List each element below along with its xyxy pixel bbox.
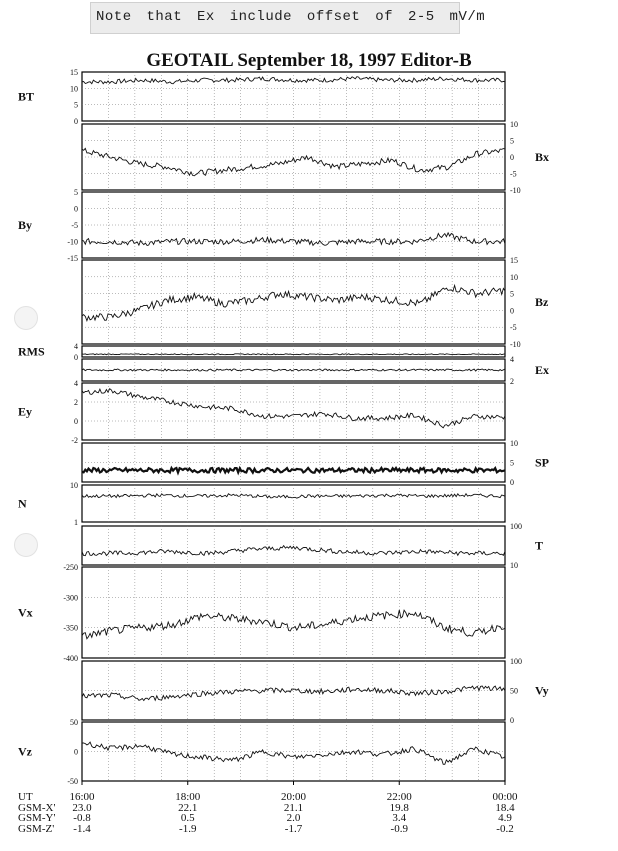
- tick-label: -2: [71, 436, 78, 445]
- tick-label: 10: [70, 481, 78, 490]
- footer-value: 23.0: [72, 801, 92, 814]
- tick-label: 0: [74, 747, 78, 757]
- tick-label: -10: [67, 237, 78, 247]
- tick-label: 0: [510, 716, 514, 725]
- tick-label: 5: [74, 100, 78, 110]
- tick-label: -5: [510, 323, 517, 333]
- footer-value: 18.4: [495, 801, 515, 814]
- tick-label: 15: [70, 68, 78, 77]
- panel-vy: [82, 657, 549, 725]
- panel-label-sp: SP: [535, 455, 550, 470]
- tick-label: 0: [74, 417, 78, 426]
- footer-value: -0.9: [390, 822, 408, 835]
- panel-label-n: N: [18, 496, 27, 511]
- tick-label: 4: [510, 355, 514, 364]
- tick-label: 2: [74, 398, 78, 407]
- tick-label: 10: [510, 272, 518, 282]
- footer-value: 20:00: [280, 791, 307, 803]
- tick-label: -400: [63, 654, 78, 663]
- tick-label: -5: [510, 169, 517, 179]
- panel-label-vz: Vz: [18, 744, 32, 759]
- panel-ex: [82, 355, 549, 386]
- chart-title: GEOTAIL September 18, 1997 Editor-B: [146, 50, 472, 71]
- footer-value: -0.2: [496, 822, 514, 835]
- panel-ey: [18, 379, 505, 445]
- offset-note: Note that Ex include offset of 2-5 mV/m: [96, 9, 486, 25]
- tick-label: -10: [510, 340, 521, 349]
- footer-value: 19.8: [389, 801, 409, 814]
- footer-value: -1.9: [179, 822, 197, 835]
- tick-label: 50: [70, 718, 78, 727]
- tick-label: -300: [63, 593, 78, 603]
- tick-label: -50: [67, 777, 78, 786]
- footer-value: 2.0: [286, 812, 301, 824]
- tick-label: 0: [74, 117, 78, 126]
- footer-value: -1.4: [73, 822, 91, 835]
- tick-label: -350: [63, 623, 78, 633]
- tick-label: -15: [67, 254, 78, 263]
- panel-label-ex: Ex: [535, 363, 550, 377]
- footer-value: 18:00: [175, 791, 201, 803]
- tick-label: 50: [510, 686, 518, 696]
- tick-label: 4: [74, 342, 78, 351]
- panel-label-ey: Ey: [18, 404, 33, 419]
- panel-label-bt: BT: [18, 89, 35, 104]
- tick-label: 0: [510, 478, 514, 487]
- footer-value: 22:00: [386, 791, 412, 803]
- footer-value: -0.8: [73, 812, 91, 824]
- panel-label-vx: Vx: [18, 605, 33, 620]
- panel-bz: [82, 256, 549, 349]
- tick-label: 15: [510, 256, 518, 265]
- tick-label: 100: [510, 522, 522, 531]
- footer-value: 00:00: [492, 791, 518, 803]
- footer-row-label: GSM-Y': [18, 812, 56, 824]
- footer-value: 16:00: [69, 791, 95, 803]
- tick-label: 0: [74, 353, 78, 362]
- footer-value: -1.7: [284, 822, 303, 835]
- tick-label: 10: [70, 84, 78, 94]
- tick-label: 5: [510, 458, 514, 468]
- footer-row-label: UT: [18, 791, 33, 803]
- panel-label-rms: RMS: [18, 344, 45, 359]
- panel-label-bz: Bz: [535, 295, 549, 309]
- tick-label: 1: [74, 518, 78, 527]
- tick-label: 5: [74, 188, 78, 197]
- panel-bt: [18, 68, 505, 126]
- footer-value: 21.1: [283, 801, 304, 814]
- tick-label: 0: [510, 306, 514, 316]
- panel-sp: [82, 439, 549, 487]
- footer-value: 3.4: [392, 812, 407, 824]
- panel-label-by: By: [18, 218, 33, 232]
- tick-label: 10: [510, 439, 518, 448]
- tick-label: 2: [510, 377, 514, 386]
- footer-row-label: GSM-X': [18, 801, 56, 814]
- tick-label: 100: [510, 657, 522, 666]
- panel-vx: [18, 563, 505, 663]
- panel-label-bx: Bx: [535, 150, 550, 164]
- panel-t: [82, 522, 543, 570]
- footer-value: 4.9: [498, 812, 512, 824]
- panel-bx: [82, 120, 549, 195]
- tick-label: -5: [71, 221, 78, 230]
- tick-label: 10: [510, 561, 518, 570]
- tick-label: 5: [510, 136, 514, 146]
- panel-by: [18, 188, 505, 263]
- tick-label: 0: [74, 204, 78, 214]
- panel-n: [18, 481, 505, 527]
- panel-label-vy: Vy: [535, 683, 549, 698]
- tick-label: -10: [510, 186, 521, 195]
- tick-label: 4: [74, 379, 78, 388]
- footer-row-label: GSM-Z': [18, 822, 55, 835]
- tick-label: 10: [510, 120, 518, 129]
- panel-label-t: T: [535, 538, 544, 553]
- tick-label: 0: [510, 153, 514, 162]
- panel-vz: [18, 718, 505, 786]
- tick-label: -250: [63, 563, 78, 572]
- footer-value: 0.5: [180, 812, 195, 824]
- footer-value: 22.1: [178, 801, 198, 814]
- tick-label: 5: [510, 289, 514, 299]
